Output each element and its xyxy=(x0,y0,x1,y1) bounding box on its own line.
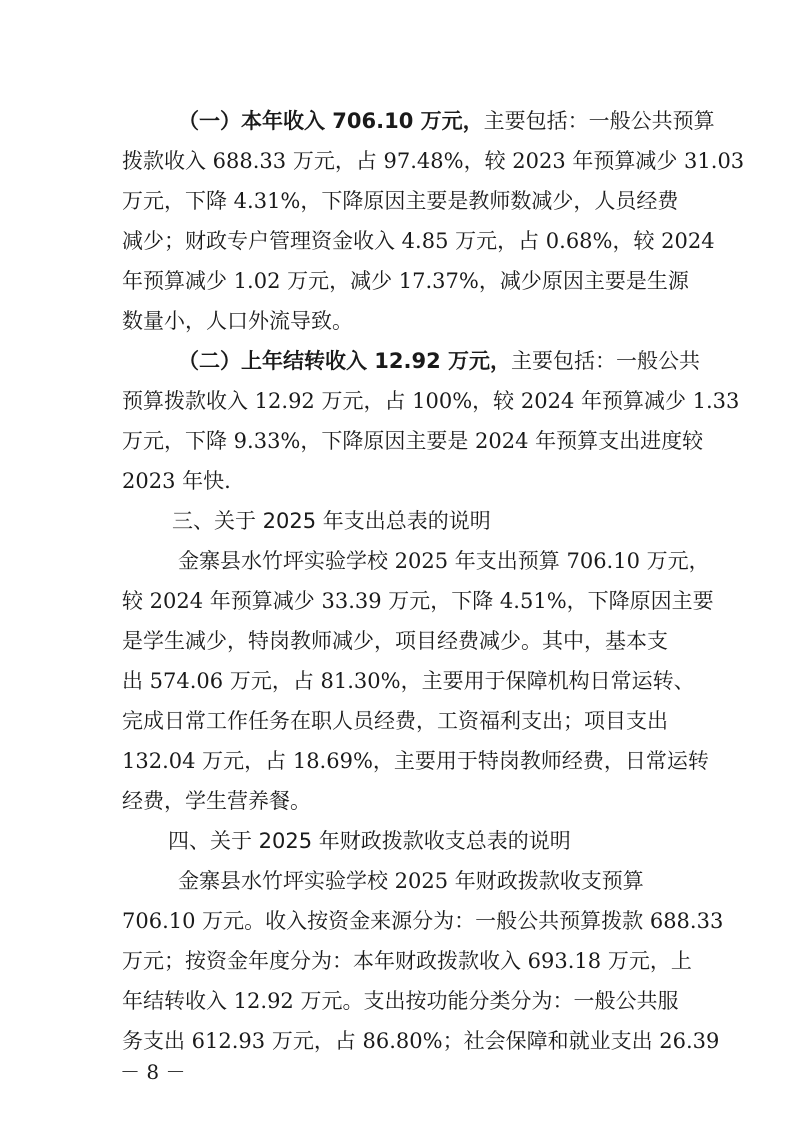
paragraph-line: 拨款收入 688.33 万元，占 97.48%，较 2023 年预算减少 31.03 xyxy=(122,149,745,173)
paragraph-line: 金寨县水竹坪实验学校 2025 年财政拨款收支预算 xyxy=(178,869,644,893)
subheading-carryover-income: （二）上年结转收入 12.92 万元， xyxy=(178,349,512,373)
paragraph-line: 数量小，人口外流导致。 xyxy=(122,309,353,333)
paragraph-line: 出 574.06 万元，占 81.30%，主要用于保障机构日常运转、 xyxy=(122,669,695,693)
paragraph-text: 主要包括：一般公共预算 xyxy=(483,109,715,133)
paragraph-line: 年预算减少 1.02 万元，减少 17.37%，减少原因主要是生源 xyxy=(122,269,689,293)
paragraph-line: 是学生减少，特岗教师减少，项目经费减少。其中，基本支 xyxy=(122,629,668,653)
paragraph-line: 较 2024 年预算减少 33.39 万元，下降 4.51%，下降原因主要 xyxy=(122,589,714,613)
paragraph-line: 务支出 612.93 万元，占 86.80%；社会保障和就业支出 26.39 xyxy=(122,1029,720,1053)
paragraph-line: 万元，下降 9.33%，下降原因主要是 2024 年预算支出进度较 xyxy=(122,429,704,453)
paragraph-line: 万元；按资金年度分为：本年财政拨款收入 693.18 万元，上 xyxy=(122,949,692,973)
paragraph-line: 万元，下降 4.31%，下降原因主要是教师数减少，人员经费 xyxy=(122,189,679,213)
paragraph-line: 金寨县水竹坪实验学校 2025 年支出预算 706.10 万元， xyxy=(178,549,710,573)
paragraph-line: 减少；财政专户管理资金收入 4.85 万元，占 0.68%，较 2024 xyxy=(122,229,715,253)
paragraph-line: 完成日常工作任务在职人员经费，工资福利支出；项目支出 xyxy=(122,709,668,733)
paragraph-line: 132.04 万元，占 18.69%，主要用于特岗教师经费，日常运转 xyxy=(122,749,709,773)
paragraph-line: 年结转收入 12.92 万元。支出按功能分类分为：一般公共服 xyxy=(122,989,679,1013)
paragraph-line: 706.10 万元。收入按资金来源分为：一般公共预算拨款 688.33 xyxy=(122,909,724,933)
paragraph-text: 主要包括：一般公共 xyxy=(511,349,701,373)
section-heading-expenditure: 三、关于 2025 年支出总表的说明 xyxy=(172,509,491,533)
section-heading-fiscal-allocation: 四、关于 2025 年财政拨款收支总表的说明 xyxy=(168,829,571,853)
paragraph-line: 2023 年快. xyxy=(122,469,231,493)
page-number: － 8 － xyxy=(120,1060,186,1084)
paragraph-line: 预算拨款收入 12.92 万元，占 100%，较 2024 年预算减少 1.33 xyxy=(122,389,740,413)
subheading-current-year-income: （一）本年收入 706.10 万元， xyxy=(178,109,484,133)
paragraph-line xyxy=(0,346,793,376)
paragraph-line xyxy=(0,106,793,136)
paragraph-line: 经费，学生营养餐。 xyxy=(122,789,311,813)
